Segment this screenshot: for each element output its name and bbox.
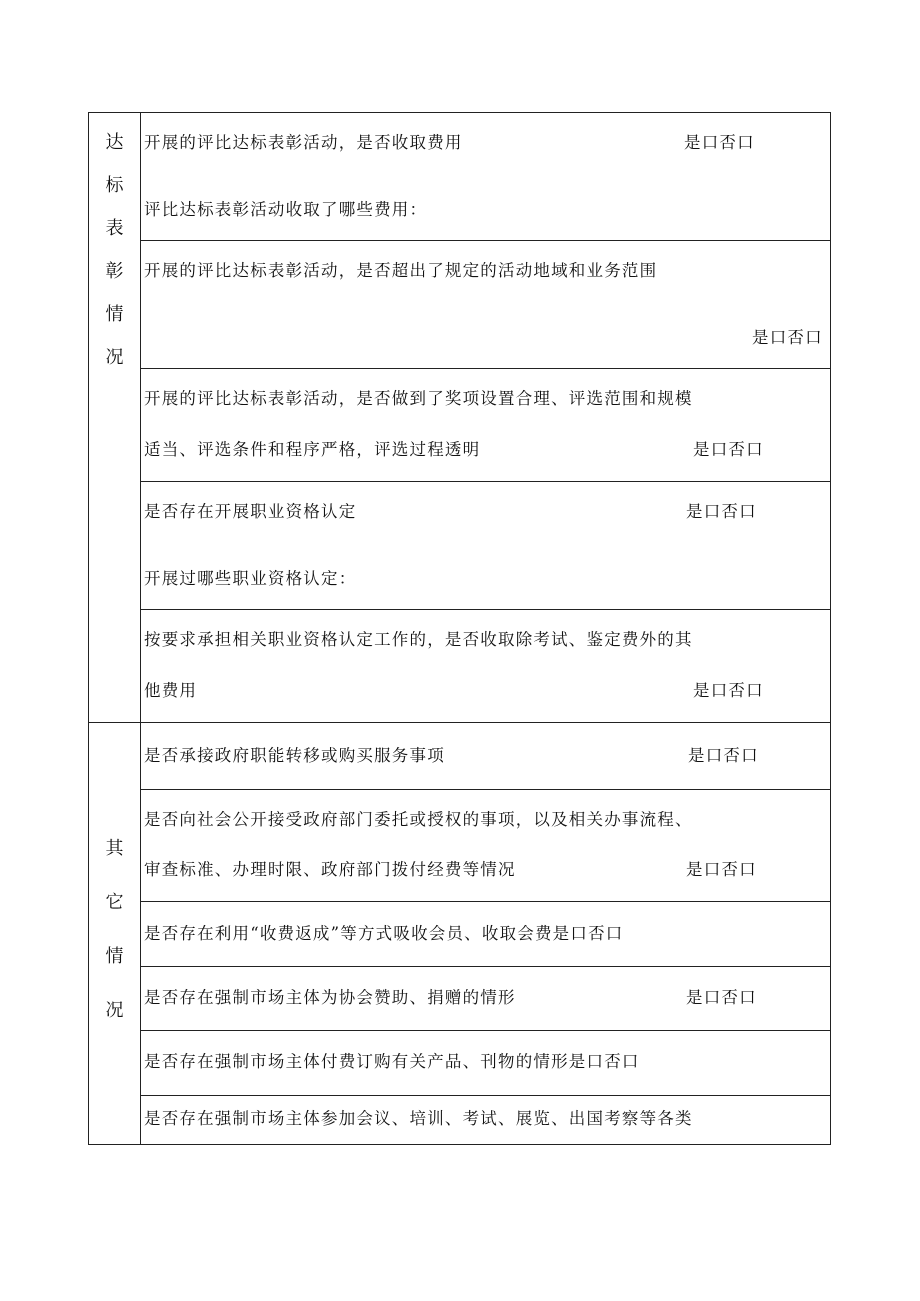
row-text: 开展的评比达标表彰活动，是否超出了规定的活动地域和业务范围 — [144, 261, 658, 280]
row-text: 开展的评比达标表彰活动，是否做到了奖项设置合理、评选范围和规模 — [144, 389, 693, 408]
row-text: 是否存在强制市场主体为协会赞助、捐赠的情形 — [144, 988, 516, 1007]
row-checkbox[interactable]: 是口否口 — [693, 440, 764, 459]
row-text: 评比达标表彰活动收取了哪些费用： — [144, 200, 428, 219]
label-char: 标 — [105, 175, 124, 196]
label-column-divider — [140, 112, 141, 1145]
row-divider — [140, 240, 831, 241]
row-text: 是否承接政府职能转移或购买服务事项 — [144, 746, 445, 765]
section-label-other — [89, 834, 140, 1022]
row-divider — [140, 368, 831, 369]
section-label-awards — [89, 128, 140, 369]
row-divider — [140, 481, 831, 482]
row-text: 按要求承担相关职业资格认定工作的，是否收取除考试、鉴定费外的其 — [144, 630, 693, 649]
row-divider — [140, 1030, 831, 1031]
label-char: 况 — [105, 1000, 124, 1021]
row-divider — [140, 609, 831, 610]
row-text: 是否存在强制市场主体付费订购有关产品、刊物的情形是口否口 — [144, 1052, 640, 1071]
row-checkbox[interactable]: 是口否口 — [686, 988, 757, 1007]
row-divider — [140, 1095, 831, 1096]
row-divider — [140, 901, 831, 902]
row-divider — [140, 966, 831, 967]
row-checkbox[interactable]: 是口否口 — [686, 860, 757, 879]
row-text: 开展的评比达标表彰活动，是否收取费用 — [144, 133, 463, 152]
row-text: 是否向社会公开接受政府部门委托或授权的事项，以及相关办事流程、 — [144, 810, 693, 829]
row-checkbox[interactable]: 是口否口 — [684, 133, 755, 152]
label-char: 情 — [105, 304, 124, 325]
row-divider — [140, 789, 831, 790]
row-text: 开展过哪些职业资格认定： — [144, 569, 357, 588]
label-char: 其 — [105, 838, 124, 859]
row-checkbox[interactable]: 是口否口 — [688, 746, 759, 765]
row-checkbox[interactable]: 是口否口 — [686, 502, 757, 521]
row-checkbox[interactable]: 是口否口 — [752, 328, 823, 347]
row-text: 是否存在开展职业资格认定 — [144, 502, 357, 521]
label-char: 情 — [105, 946, 124, 967]
row-text: 适当、评选条件和程序严格，评选过程透明 — [144, 440, 481, 459]
row-text: 是否存在利用“收费返成”等方式吸收会员、收取会费是口否口 — [144, 924, 624, 943]
label-char: 达 — [105, 132, 124, 153]
label-char: 彰 — [105, 261, 124, 282]
section-divider — [88, 722, 831, 723]
label-char: 况 — [105, 347, 124, 368]
label-char: 表 — [105, 218, 124, 239]
label-char: 它 — [105, 892, 124, 913]
row-checkbox[interactable]: 是口否口 — [693, 681, 764, 700]
row-text: 审查标准、办理时限、政府部门拨付经费等情况 — [144, 860, 516, 879]
row-text: 他费用 — [144, 681, 198, 700]
row-text: 是否存在强制市场主体参加会议、培训、考试、展览、出国考察等各类 — [144, 1109, 693, 1128]
